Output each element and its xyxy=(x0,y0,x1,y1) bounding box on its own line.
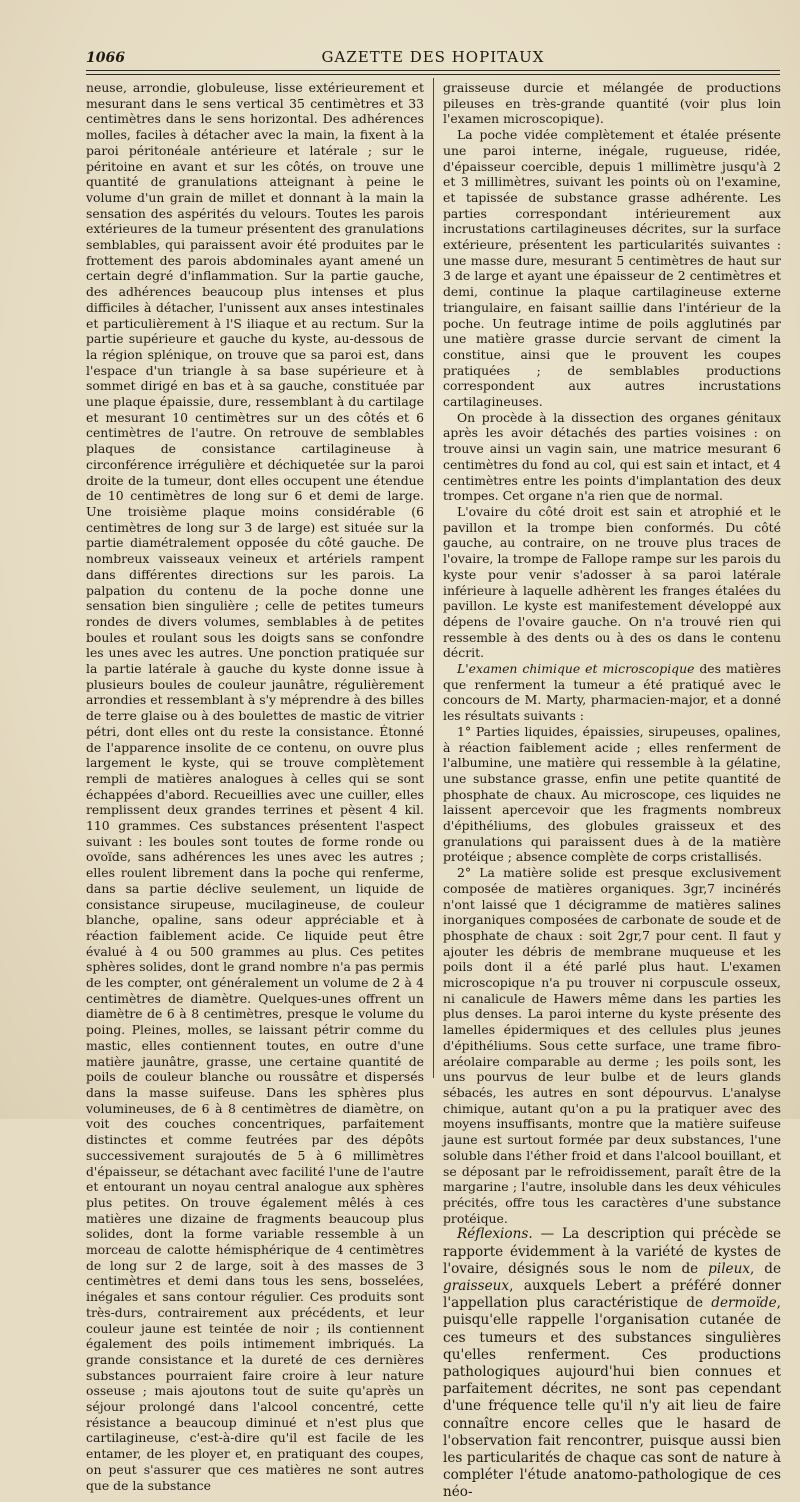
paragraph: graisseuse durcie et mélangée de productions pileuses en très-grande quantité (voir plus loin l'examen microscopique). xyxy=(443,80,781,127)
page-header xyxy=(86,44,780,72)
header-rule xyxy=(86,70,780,71)
text-run: — La description qui précède se rapporte évidemment à la variété de kystes de l'ovaire, désignés sous le nom de xyxy=(443,1226,781,1277)
paragraph: L'ovaire du côté droit est sain et atrophié et le pavillon et la trompe bien conformés. Du côté gauche, au contraire, on ne trouve plus traces de l'ovaire, la trompe de Fallope rampe sur les parois du kyste pour venir s'adosser à sa paroi latérale inférieure à laquelle adhèrent les franges étalées du pavillon. Le kyste est manifestement développé aux dépens de l'ovaire gauche. On n'a trouvé rien qui ressemble à des dents ou à des os dans le contenu décrit. xyxy=(443,503,781,661)
left-column xyxy=(86,80,424,1493)
italic-phrase: L'examen chimique et microscopique xyxy=(457,661,695,677)
running-title: GAZETTE DES HOPITAUX xyxy=(321,48,545,66)
paragraph: La poche vidée complètement et étalée présente une paroi interne, inégale, rugueuse, ridée, d'épaisseur coercible, depuis 1 millimètre jusqu'à 2 et 3 millimètres, suivant les points où on l'examine, et tapissée de substance grasse adhérente. Les parties correspondant intérieurement aux incrustations cartilagineuses décrites, sur la surface extérieure, présentent les particularités suivantes : une masse dure, mesurant 5 centimètres de haut sur 3 de large et ayant une épaisseur de 2 centimètres et demi, continue la plaque cartilagineuse externe triangulaire, en faisant saillie dans l'intérieur de la poche. Un feutrage intime de poils agglutinés par une matière grasse durcie servant de ciment la constitue, ainsi que le prouvent les coupes pratiquées ; de semblables productions correspondent aux autres incrustations cartilagineuses. xyxy=(443,127,781,410)
paragraph: neuse, arrondie, globuleuse, lisse extérieurement et mesurant dans le sens vertical 35 centimètres et 33 centimètres dans le sens horizontal. Des adhérences molles, faciles à détacher avec la main, la fixent à la paroi péritonéale antérieure et latérale ; sur le péritoine en avant et sur les côtés, on trouve une quantité de granulations atteignant à peine le volume d'un grain de millet et donnant à la main la sensation des aspérités du velours. Toutes les parois extérieures de la tumeur présentent des granulations semblables, qui paraissent avoir été produites par le frottement des parois abdominales ayant amené un certain degré d'inflammation. Sur la partie gauche, des adhérences beaucoup plus intenses et plus difficiles à détacher, l'unissent aux anses intestinales et particulièrement à l'S iliaque et au rectum. Sur la partie supérieure et gauche du kyste, au-dessous de la région splénique, on trouve que sa paroi est, dans l'espace d'un triangle à sa base supérieure et à sommet dirigé en bas et à sa gauche, constituée par une plaque épaissie, dure, ressemblant à du cartilage et mesurant 10 centimètres sur un des côtés et 6 centimètres de l'autre. On retrouve de semblables plaques de consistance cartilagineuse à circonférence irrégulière et déchiquetée sur la paroi droite de la tumeur, dont elles occupent une étendue de 10 centimètres de long sur 6 et demi de large. Une troisième plaque moins considérable (6 centimètres de long sur 3 de large) est située sur la partie diamétralement opposée du côté gauche. De nombreux vaisseaux veineux et artériels rampent dans différentes directions sur les parois. La palpation du contenu de la poche donne une sensation bien singulière ; celle de petites tumeurs rondes de divers volumes, semblables à de petites boules et roulant sous les doigts sans se confondre les unes avec les autres. Une ponction pratiquée sur la partie latérale à gauche du kyste donne issue à plusieurs boules de couleur jaunâtre, régulièrement arrondies et ressemblant à s'y méprendre à des billes de terre glaise ou à des boulettes de mastic de vitrier pétri, dont elles ont du reste la consistance. Étonné de l'apparence insolite de ce contenu, on ouvre plus largement le kyste, qui se trouve complètement rempli de matières analogues à celles qui se sont échappées d'abord. Recueillies avec une cuiller, elles remplissent deux grandes terrines et pèsent 4 kil. 110 grammes. Ces substances présentent l'aspect suivant : les boules sont toutes de forme ronde ou ovoïde, sans adhérences les unes avec les autres ; elles roulent librement dans la poche qui renferme, dans sa partie déclive seulement, un liquide de consistance sirupeuse, mucilagineuse, de couleur blanche, opaline, sans odeur appréciable et à réaction faiblement acide. Ce liquide peut être évalué à 4 ou 500 grammes au plus. Ces petites sphères solides, dont le grand nombre n'a pas permis de les compter, ont généralement un volume de 2 à 4 centimètres de diamètre. Quelques-unes offrent un diamètre de 6 à 8 centimètres, presque le volume du poing. Pleines, molles, se laissant pétrir comme du mastic, elles contiennent toutes, en outre d'une matière jaunâtre, grasse, une certaine quantité de poils de couleur blanche ou roussâtre et dispersés dans la masse suifeuse. Dans les sphères plus volumineuses, de 6 à 8 centimètres de diamètre, on voit des couches concentriques, parfaitement distinctes et comme feutrées par des dépôts successivement surajoutés de 5 à 6 millimètres d'épaisseur, se détachant avec facilité l'une de l'autre et entourant un noyau central analogue aux sphères plus petites. On trouve également mêlés à ces matières une dizaine de fragments beaucoup plus solides, dont la forme variable ressemble à un morceau de calotte hémisphérique de 4 centimètres de long sur 2 de large, soit à des masses de 3 centimètres et demi dans tous les sens, bosselées, inégales et sans contour régulier. Ces produits sont très-durs, contrairement aux précédents, et leur couleur jaune est teintée de noir ; ils contiennent également des poils intimement imbriqués. La grande consistance et la dureté de ces dernières substances pourraient faire croire à leur nature osseuse ; mais ajoutons tout de suite qu'après un séjour prolongé dans l'alcool concentré, cette résistance a beaucoup diminué et n'est plus que cartilagineuse, c'est-à-dire qu'il est facile de les entamer, de les ployer et, en pratiquant des coupes, on peut s'assurer que ces matières ne sont autres que de la substance xyxy=(86,80,424,1493)
italic-term: dermoïde xyxy=(711,1295,777,1312)
column-divider xyxy=(433,78,434,1078)
text-run: , puisqu'elle rappelle l'organisation cutanée de ces tumeurs et des substances singulières qu'elles renferment. Ces productions pathologiques aujourd'hui bien connues et parfaitement décrites, ne sont pas cependant d'une fréquence telle qu'il n'y ait lieu de faire connaître encore celles que le hasard de l'observation fait rencontrer, puisque aussi bien les particularités de chaque cas sont de nature à compléter l'étude anatomo-pathologique de ces néo- xyxy=(443,1295,781,1501)
italic-term: graisseux xyxy=(443,1277,510,1294)
page-number: 1066 xyxy=(86,50,125,66)
text-run: des matières que renferment la tumeur a été pratiqué avec le concours de M. Marty, pharmacien-major, et a donné les résultats suivants : xyxy=(443,661,781,724)
paragraph: 1° Parties liquides, épaissies, sirupeuses, opalines, à réaction faiblement acide ; elles renferment de l'albumine, une matière qui ressemble à la gélatine, une substance grasse, enfin une petite quantité de phosphate de chaux. Au microscope, ces liquides ne laissent apercevoir que les fragments nombreux d'épithéliums, des globules graisseux et des granulations qui paraissent dues à de la matière protéique ; absence complète de corps cristallisés. xyxy=(443,723,781,865)
text-run: , de xyxy=(750,1260,781,1277)
paragraph: 2° La matière solide est presque exclusivement composée de matières organiques. 3gr,7 incinérés n'ont laissé que 1 décigramme de matières salines inorganiques composées de carbonate de soude et de phosphate de chaux : soit 2gr,7 pour cent. Il faut y ajouter les débris de membrane muqueuse et les poils dont il a été parlé plus haut. L'examen microscopique n'a pu trouver ni corpuscule osseux, ni canalicule de Hawers même dans les parties les plus denses. La paroi interne du kyste présente des lamelles épidermiques et des cellules plus jeunes d'épithéliums. Sous cette surface, une trame fibro-aréolaire comparable au derme ; les poils sont, les uns pourvus de leur bulbe et de leurs glands sébacés, les autres en sont dépourvus. L'analyse chimique, autant qu'on a pu la pratiquer avec des moyens insuffisants, montre que la matière suifeuse jaune est surtout formée par deux substances, l'une soluble dans l'éther froid et dans l'alcool bouillant, et se déposant par le refroidissement, paraît être de la margarine ; l'autre, insoluble dans les deux véhicules précités, offre tous les caractères d'une substance protéique. xyxy=(443,865,781,1226)
paragraph xyxy=(443,661,781,724)
italic-term: pileux xyxy=(708,1260,751,1277)
text-run: , auxquels Lebert a préféré donner l'appellation plus caractéristique de xyxy=(443,1277,781,1312)
section-heading: Réflexions. xyxy=(457,1226,533,1243)
header-rule-thin xyxy=(86,74,780,75)
paragraph: On procède à la dissection des organes génitaux après les avoir détachés des parties voisines : on trouve ainsi un vagin sain, une matrice mesurant 6 centimètres du fond au col, qui est sain et intact, et 4 centimètres entre les points d'implantation des deux trompes. Cet organe n'a rien que de normal. xyxy=(443,409,781,504)
reflexions-paragraph xyxy=(443,1226,781,1501)
right-column xyxy=(443,80,781,1502)
